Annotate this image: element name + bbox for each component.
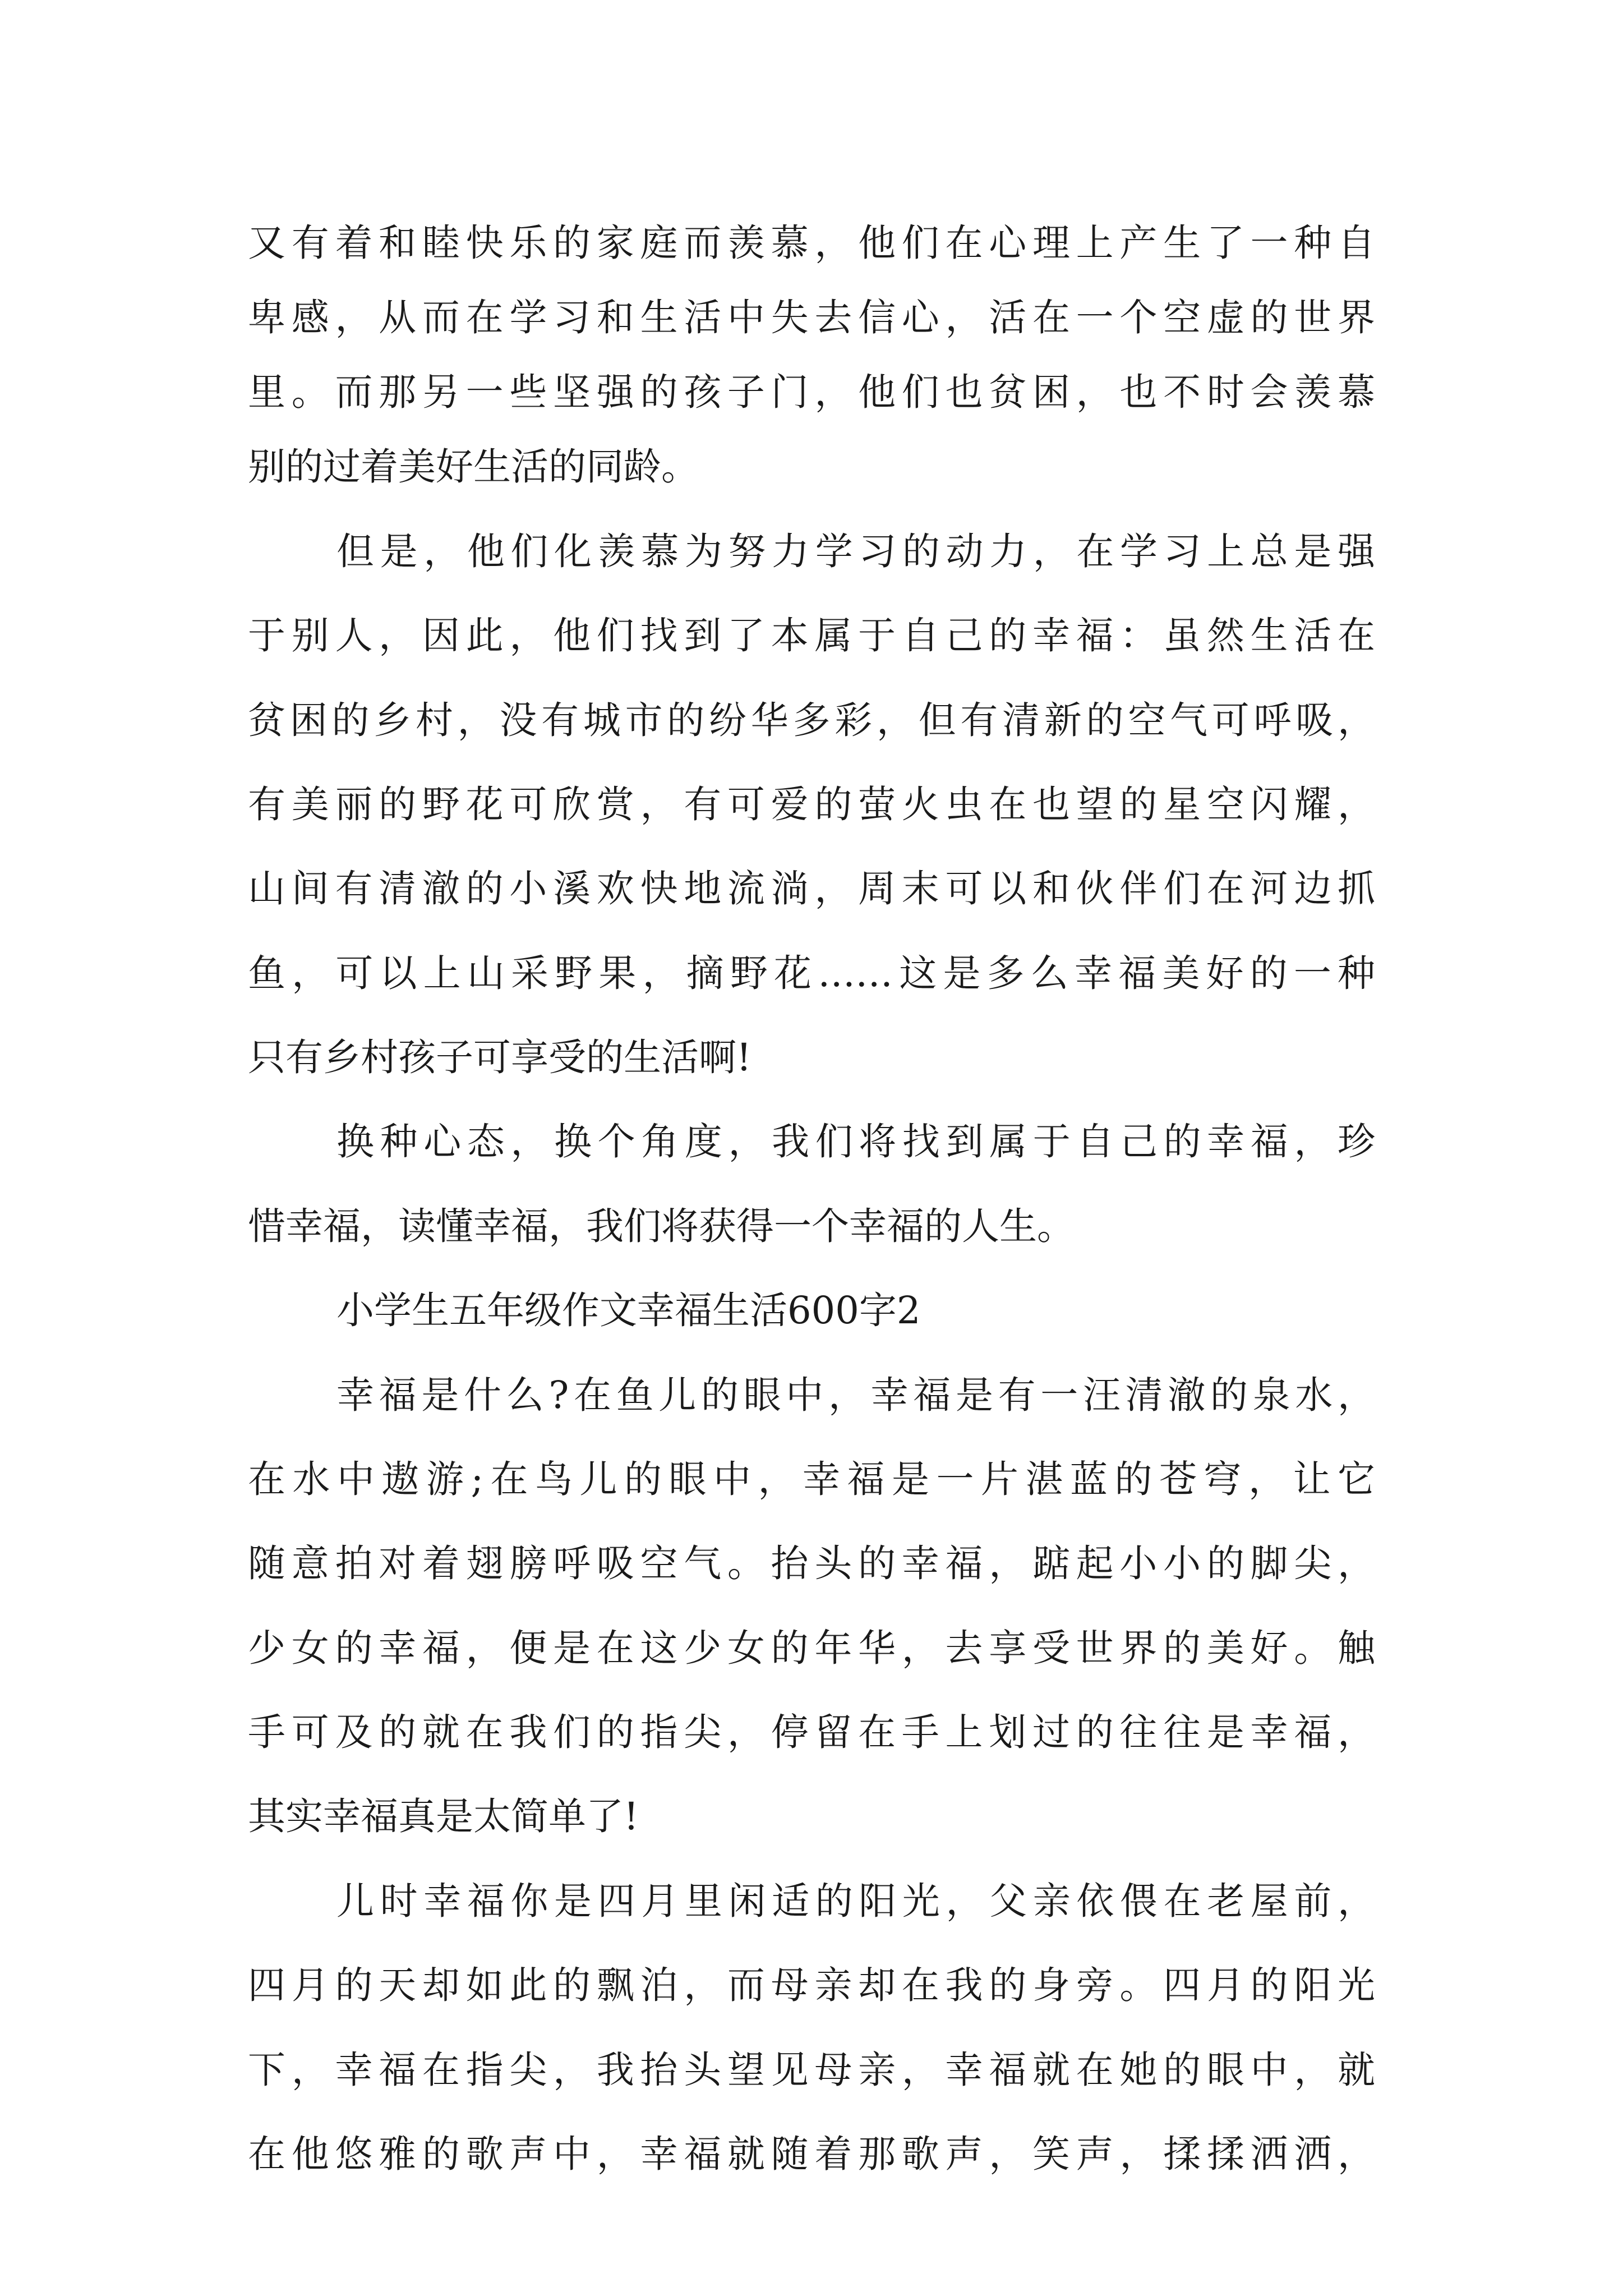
paragraph-first-line: 但是，他们化羡慕为努力学习的动力，在学习上总是强 xyxy=(336,530,1375,573)
text-line: 少女的幸福，便是在这少女的年华，去享受世界的美好。触 xyxy=(248,1626,1375,1670)
text-line: 于别人，因此，他们找到了本属于自己的幸福：虽然生活在 xyxy=(248,614,1375,657)
text-line: 在水中遨游;在鸟儿的眼中，幸福是一片湛蓝的苍穹，让它 xyxy=(248,1457,1375,1501)
text-line: 卑感，从而在学习和生活中失去信心，活在一个空虚的世界 xyxy=(248,296,1375,339)
text-line: 下，幸福在指尖，我抬头望见母亲，幸福就在她的眼中，就 xyxy=(248,2048,1375,2092)
paragraph-first-line: 幸福是什么?在鱼儿的眼中，幸福是有一汪清澈的泉水， xyxy=(336,1373,1375,1417)
paragraph-first-line: 儿时幸福你是四月里闲适的阳光，父亲依偎在老屋前， xyxy=(336,1879,1375,1923)
text-line: 又有着和睦快乐的家庭而羡慕，他们在心理上产生了一种自 xyxy=(248,221,1375,265)
text-line: 只有乡村孩子可享受的生活啊! xyxy=(248,1036,751,1079)
text-line: 惜幸福，读懂幸福，我们将获得一个幸福的人生。 xyxy=(248,1204,1075,1248)
paragraph-first-line: 换种心态，换个角度，我们将找到属于自己的幸福，珍 xyxy=(336,1120,1375,1163)
text-line: 鱼，可以上山采野果，摘野花……这是多么幸福美好的一种 xyxy=(248,951,1375,995)
text-line: 山间有清澈的小溪欢快地流淌，周末可以和伙伴们在河边抓 xyxy=(248,867,1375,910)
text-line: 四月的天却如此的飘泊，而母亲却在我的身旁。四月的阳光 xyxy=(248,1963,1375,2007)
text-line: 在他悠雅的歌声中，幸福就随着那歌声，笑声，揉揉洒洒， xyxy=(248,2132,1375,2176)
text-line: 有美丽的野花可欣赏，有可爱的萤火虫在也望的星空闪耀， xyxy=(248,783,1375,826)
section-heading: 小学生五年级作文幸福生活600字2 xyxy=(336,1289,921,1332)
text-line: 手可及的就在我们的指尖，停留在手上划过的往往是幸福， xyxy=(248,1710,1375,1754)
text-line: 别的过着美好生活的同龄。 xyxy=(248,445,699,489)
text-line: 其实幸福真是太简单了! xyxy=(248,1795,639,1838)
text-line: 随意拍对着翅膀呼吸空气。抬头的幸福，踮起小小的脚尖， xyxy=(248,1542,1375,1585)
text-line: 里。而那另一些坚强的孩子门，他们也贫困，也不时会羡慕 xyxy=(248,370,1375,414)
text-line: 贫困的乡村，没有城市的纷华多彩，但有清新的空气可呼吸， xyxy=(248,698,1375,742)
